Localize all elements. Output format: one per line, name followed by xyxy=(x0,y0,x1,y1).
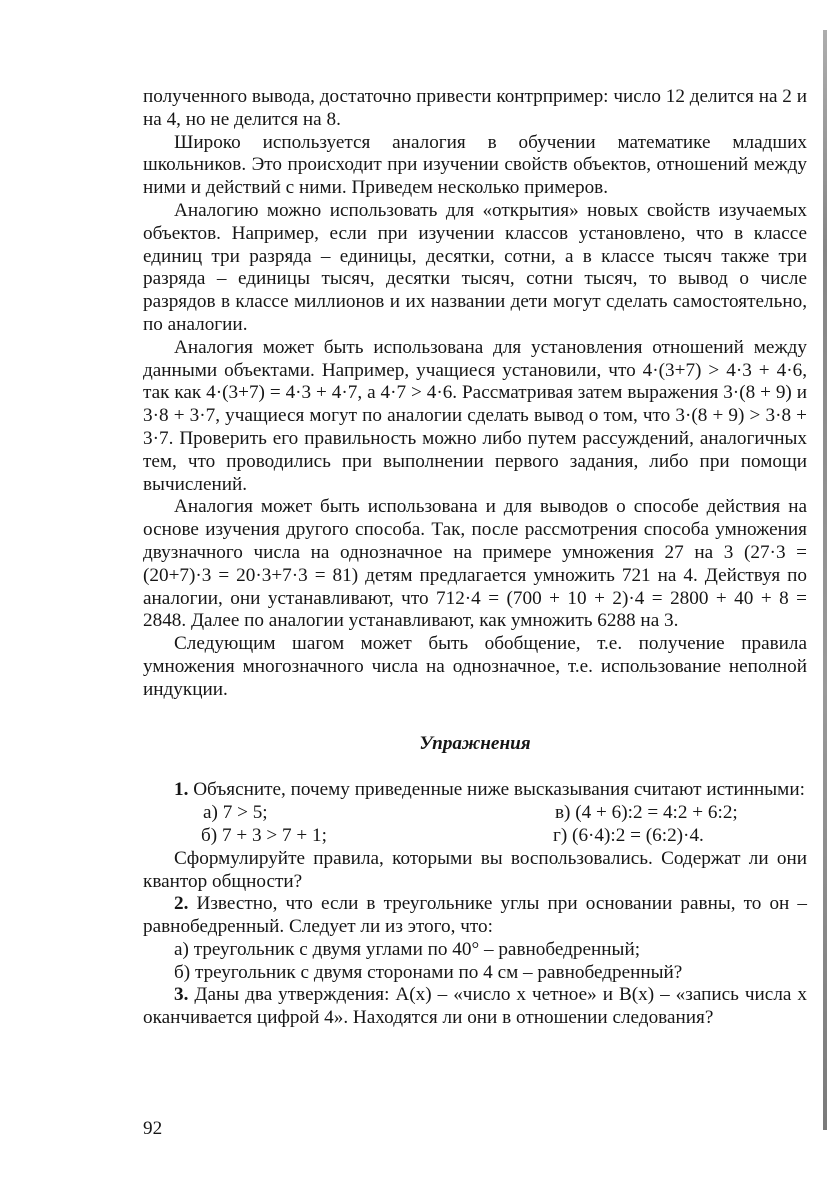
paragraph-4: Аналогия может быть использована для установления отношений между данными объектами. Например, учащиеся установили, что 4·(3+7) > 4·3 + 4·6, так как 4·(3+7) = 4·3 + 4·7, а 4·7 > 4·6. Рассматривая затем выражения 3·(8 + 9) и 3·8 + 3·7, учащиеся могут по аналогии сделать вывод о том, что 3·(8 + 9) > 3·8 + 3·7. Проверить его правильность можно либо путем рассуждений, аналогичных тем, что проводились при выполнении первого задания, либо при помощи вычислений. xyxy=(143,336,807,495)
page-body xyxy=(143,86,807,1030)
exercise-1-followup: Сформулируйте правила, которыми вы воспользовались. Содержат ли они квантор общности? xyxy=(143,847,807,892)
paragraph-5: Аналогия может быть использована и для выводов о способе действия на основе изучения другого способа. Так, после рассмотрения способа умножения двузначного числа на однозначное на примере умножения 27 на 3 (27·3 = (20+7)·3 = 20·3+7·3 = 81) детям предлагается умножить 721 на 4. Действуя по аналогии, они устанавливают, что 712·4 = (700 + 10 + 2)·4 = 2800 + 40 + 8 = 2848. Далее по аналогии устанавливают, как умножить 6288 на 3. xyxy=(143,496,807,632)
exercise-1-items-row-2 xyxy=(143,825,807,848)
exercise-1-item-b: б) 7 + 3 > 7 + 1; xyxy=(201,824,327,846)
exercise-2-text: Известно, что если в треугольнике углы при основании равны, то он – равнобедренный. Следует ли из этого, что: xyxy=(143,893,808,938)
exercise-1-item-a: а) 7 > 5; xyxy=(203,802,268,824)
paragraph-1: полученного вывода, достаточно привести контрпример: число 12 делится на 2 и на 4, но не делится на 8. xyxy=(143,86,807,130)
exercise-1-item-g: г) (6·4):2 = (6:2)·4. xyxy=(553,824,704,846)
exercise-1-item-v: в) (4 + 6):2 = 4:2 + 6:2; xyxy=(555,802,738,824)
exercise-2-item-b: б) треугольник с двумя сторонами по 4 см – равнобедренный? xyxy=(174,961,683,983)
exercise-2-number: 2. xyxy=(174,893,189,915)
paragraph-2: Широко используется аналогия в обучении математике младших школьников. Это происходит при изучении свойств объектов, отношений между ними и действий с ними. Приведем несколько примеров. xyxy=(143,131,807,199)
exercise-1-text: Объясните, почему приведенные ниже высказывания считают истинными: xyxy=(193,779,805,801)
exercise-3-number: 3. xyxy=(174,984,189,1006)
exercise-2-item-a: а) треугольник с двумя углами по 40° – равнобедренный; xyxy=(174,938,641,960)
page-edge-shadow xyxy=(823,30,827,1130)
exercise-3-text: Даны два утверждения: A(x) – «число x четное» и B(x) – «запись числа x оканчивается цифрой 4». Находятся ли они в отношении следования? xyxy=(143,984,807,1029)
paragraph-3: Аналогию можно использовать для «открытия» новых свойств изучаемых объектов. Например, если при изучении классов установлено, что в классе единиц три разряда – единицы, десятки, сотни, а в классе тысяч также три разряда – единицы тысяч, десятки тысяч, сотни тысяч, то вывод о числе разрядов в классе миллионов и их названии дети могут сделать самостоятельно, по аналогии. xyxy=(143,199,807,335)
exercise-3 xyxy=(143,984,807,1030)
exercise-2 xyxy=(143,893,807,984)
exercise-1-items-row-1 xyxy=(143,802,807,825)
exercise-1 xyxy=(143,779,807,893)
exercise-1-number: 1. xyxy=(174,779,189,801)
paragraph-6: Следующим шагом может быть обобщение, т.е. получение правила умножения многозначного числа на однозначное, т.е. использование неполной индукции. xyxy=(143,633,807,700)
page-number: 92 xyxy=(143,1118,163,1139)
exercises-heading: Упражнения xyxy=(419,732,531,754)
